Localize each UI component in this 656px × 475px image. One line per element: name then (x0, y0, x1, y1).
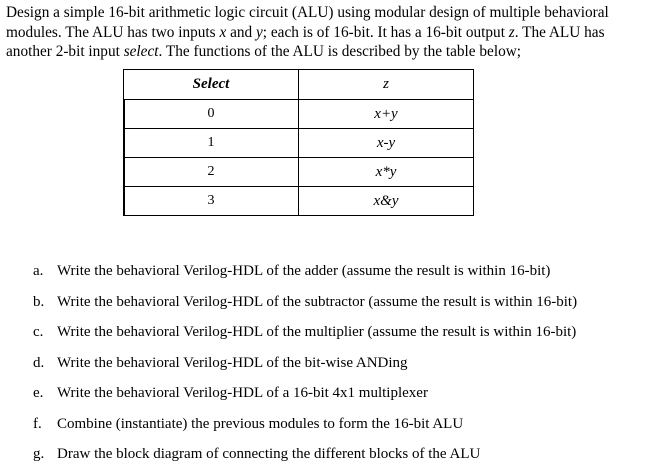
task-item (33, 414, 577, 445)
select-cell: 1 (124, 129, 299, 158)
intro-text: ; each is of 16-bit. It has a 16-bit output (262, 23, 509, 41)
task-marker: g. (33, 446, 45, 462)
var-select: select (123, 43, 159, 60)
table-row (124, 100, 474, 129)
task-item (33, 322, 577, 353)
header-select: Select (124, 70, 299, 100)
table-row (124, 129, 474, 158)
task-item (33, 292, 577, 323)
alu-function-table (123, 69, 474, 216)
task-text: Draw the block diagram of connecting the different blocks of the ALU (57, 446, 481, 462)
task-item (33, 261, 577, 292)
function-cell: x+y (299, 100, 474, 129)
select-cell: 2 (124, 158, 299, 187)
intro-text: . The ALU has (514, 23, 605, 41)
var-z: z (508, 23, 515, 41)
function-cell: x&y (299, 187, 474, 216)
task-marker: a. (33, 263, 44, 279)
intro-text: . The functions of the ALU is described by the table below; (158, 43, 522, 60)
intro-text: modules. The ALU has two inputs (6, 23, 220, 41)
task-text: Write the behavioral Verilog-HDL of a 16-bit 4x1 multiplexer (57, 385, 428, 401)
task-text: Write the behavioral Verilog-HDL of the subtractor (assume the result is within 16-bit) (57, 293, 578, 310)
task-marker: f. (33, 415, 42, 432)
task-marker: e. (33, 385, 44, 401)
task-item (33, 444, 577, 475)
table-row (124, 187, 474, 216)
table-row (124, 158, 474, 187)
var-x: x (219, 23, 227, 41)
task-text: Write the behavioral Verilog-HDL of the bit-wise ANDing (57, 354, 408, 371)
function-cell: x*y (299, 158, 474, 187)
intro-line-3 (6, 42, 650, 62)
table-header-row (124, 70, 474, 100)
task-text: Write the behavioral Verilog-HDL of the adder (assume the result is within 16-bit) (57, 263, 551, 279)
select-cell: 0 (124, 100, 299, 129)
task-text: Write the behavioral Verilog-HDL of the multiplier (assume the result is within 16-bit) (57, 324, 577, 340)
select-cell: 3 (124, 187, 299, 216)
var-y: y (256, 23, 263, 41)
task-item (33, 353, 577, 384)
task-marker: c. (33, 324, 44, 340)
task-text: Combine (instantiate) the previous modules to form the 16-bit ALU (57, 415, 464, 432)
intro-text: and (226, 23, 256, 41)
task-list (33, 261, 577, 475)
intro-line-1: Design a simple 16-bit arithmetic logic circuit (ALU) using modular design of multiple behavioral (6, 4, 609, 21)
header-z: z (299, 70, 474, 100)
problem-statement (6, 3, 650, 62)
intro-line-2 (6, 23, 650, 43)
function-cell: x-y (299, 129, 474, 158)
intro-text: another 2-bit input (6, 43, 124, 60)
task-item (33, 383, 577, 414)
task-marker: d. (33, 354, 45, 371)
task-marker: b. (33, 293, 45, 310)
